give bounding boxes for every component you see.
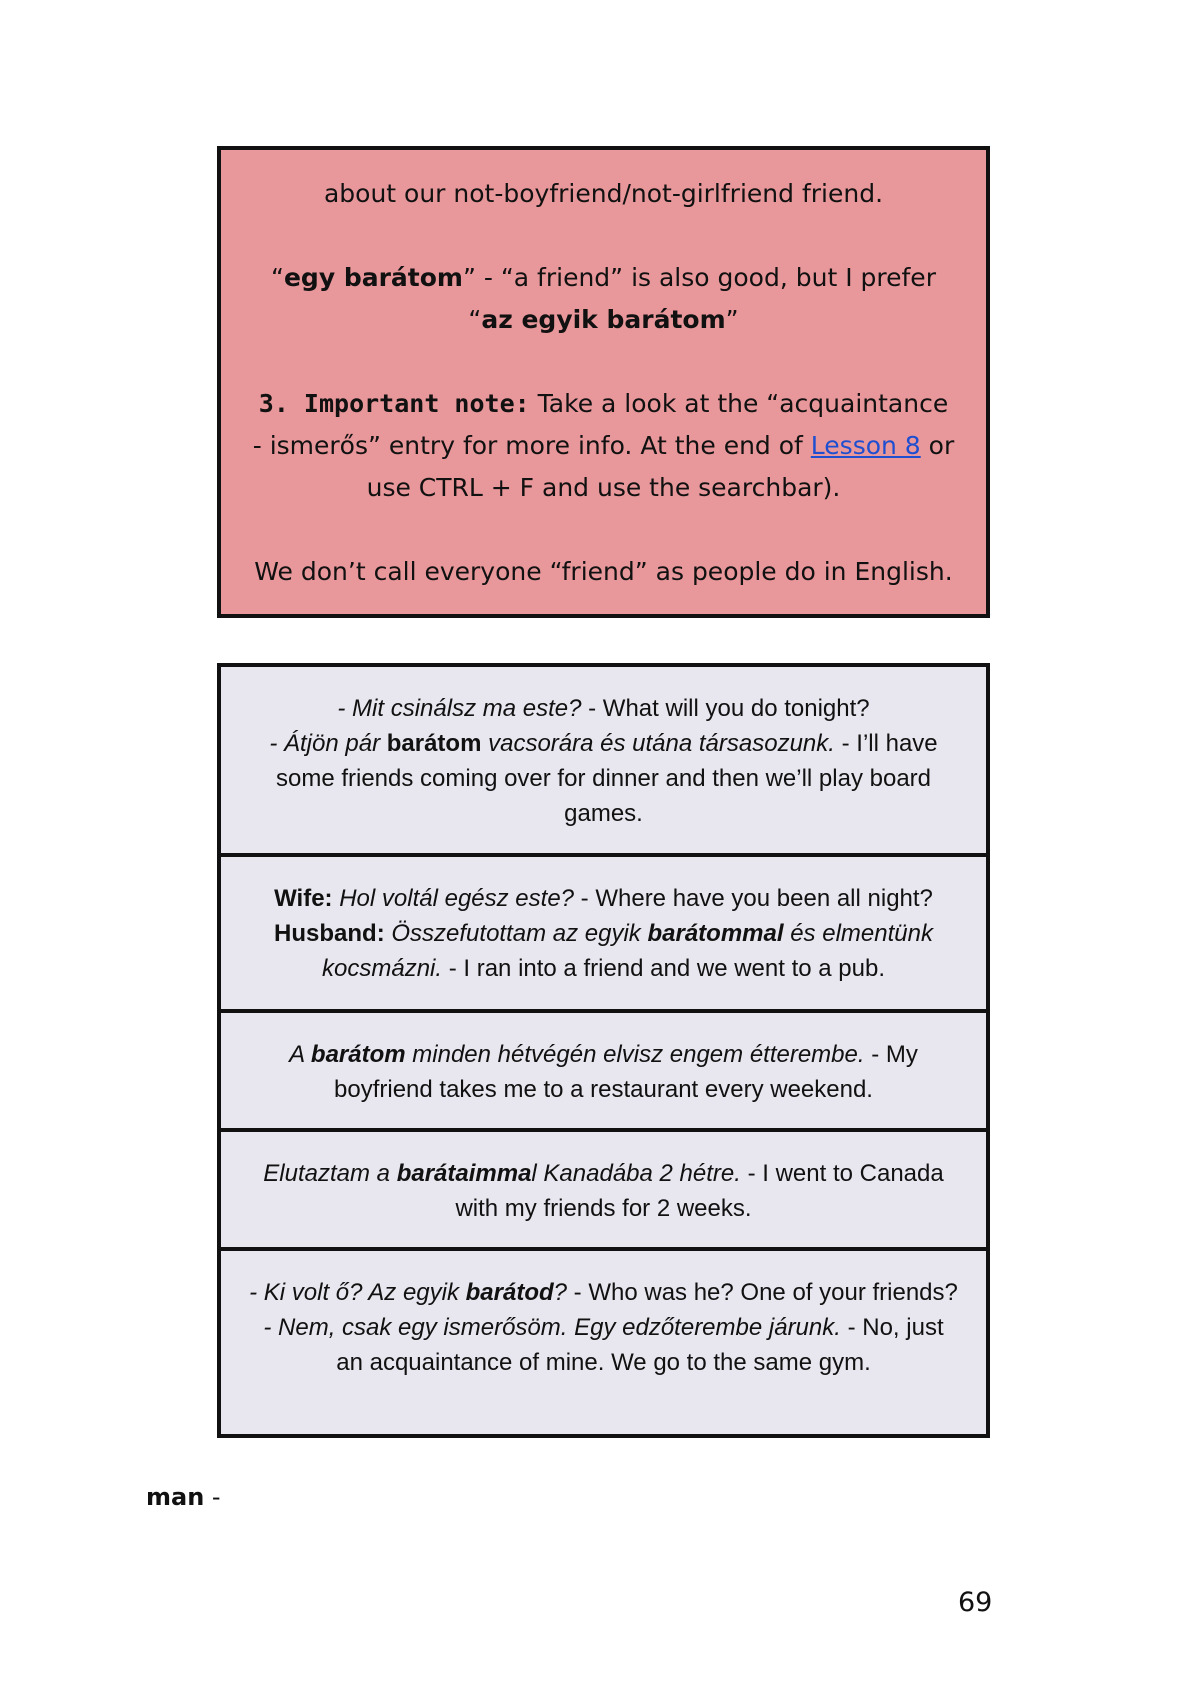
note-paragraph-important (251, 383, 956, 509)
english-text: - I ran into a friend and we went to a pub. (442, 955, 885, 982)
highlighted-word: barátod (465, 1279, 554, 1306)
term-az-egyik-baratom: az egyik barátom (481, 305, 726, 334)
example-line (247, 1037, 960, 1107)
lesson-8-link[interactable]: Lesson 8 (810, 431, 921, 460)
quote-close: ” (725, 305, 739, 334)
example-line (247, 1310, 960, 1380)
speaker-label: Husband: (274, 920, 385, 947)
note-paragraph-egy-baratom (251, 257, 956, 341)
spacer (251, 341, 956, 383)
note-text: or use CTRL + F and use the searchbar). (366, 431, 955, 502)
example-row (221, 853, 986, 1009)
english-text: - Where have you been all night? (574, 885, 933, 912)
vocabulary-term-heading (146, 1483, 221, 1511)
hungarian-text: és elmentünk kocsmázni. (322, 920, 933, 982)
important-note-box (217, 146, 990, 618)
english-text: - My boyfriend takes me to a restaurant every weekend. (334, 1041, 918, 1103)
spacer (251, 215, 956, 257)
hungarian-text: l Kanadába 2 hétre. (531, 1160, 741, 1187)
example-line (247, 1156, 960, 1226)
english-text: - I’ll have some friends coming over for dinner and then we’ll play board games. (275, 730, 938, 827)
term-word: man (146, 1483, 205, 1511)
hungarian-text: A (289, 1041, 311, 1068)
note-line-1: about our not-boyfriend/not-girlfriend friend. (323, 179, 884, 208)
spacer (251, 509, 956, 551)
note-text: ” - “a friend” is also good, but I prefer “ (462, 263, 936, 334)
example-line (247, 916, 960, 986)
hungarian-text: - Nem, csak egy ismerősöm. Egy edzőterembe járunk. (263, 1314, 841, 1341)
example-row (221, 1247, 986, 1434)
hungarian-text: - Átjön pár (269, 730, 387, 757)
important-note-label: 3. Important note: (258, 389, 530, 418)
hungarian-text: Összefutottam az egyik (384, 920, 648, 947)
example-line (247, 691, 960, 726)
hungarian-text: minden hétvégén elvisz engem étterembe. (405, 1041, 865, 1068)
highlighted-word: barátom (310, 1041, 406, 1068)
hungarian-text: Elutaztam a (263, 1160, 397, 1187)
hungarian-text: - Ki volt ő? Az egyik (249, 1279, 466, 1306)
examples-table (217, 663, 990, 1438)
hungarian-text: - Mit csinálsz ma este? (337, 695, 582, 722)
quote-open: “ (271, 263, 284, 292)
hungarian-text: ? (553, 1279, 568, 1306)
page-number: 69 (958, 1587, 993, 1618)
note-text: Take a look at the “acquaintance - ismerős” entry for more info. At the end of (252, 389, 949, 460)
highlighted-word: barátaimma (396, 1160, 532, 1187)
example-line (247, 726, 960, 831)
example-row (221, 1128, 986, 1247)
example-row (221, 1009, 986, 1128)
example-line (247, 1275, 960, 1310)
example-row (221, 667, 986, 853)
highlighted-word: barátom (386, 730, 482, 757)
hungarian-text: vacsorára és utána társasozunk. (481, 730, 835, 757)
english-text: - I went to Canada with my friends for 2 weeks. (455, 1160, 944, 1222)
hungarian-text: Hol voltál egész este? (332, 885, 575, 912)
note-paragraph-friend-usage: We don’t call everyone “friend” as people do in English. (254, 557, 953, 586)
english-text: - No, just an acquaintance of mine. We go to the same gym. (336, 1314, 944, 1376)
example-line (247, 881, 960, 916)
term-egy-baratom: egy barátom (283, 263, 463, 292)
highlighted-word: barátommal (647, 920, 784, 947)
term-dash: - (204, 1483, 221, 1511)
english-text: - Who was he? One of your friends? (567, 1279, 958, 1306)
english-text: - What will you do tonight? (581, 695, 870, 722)
speaker-label: Wife: (274, 885, 333, 912)
